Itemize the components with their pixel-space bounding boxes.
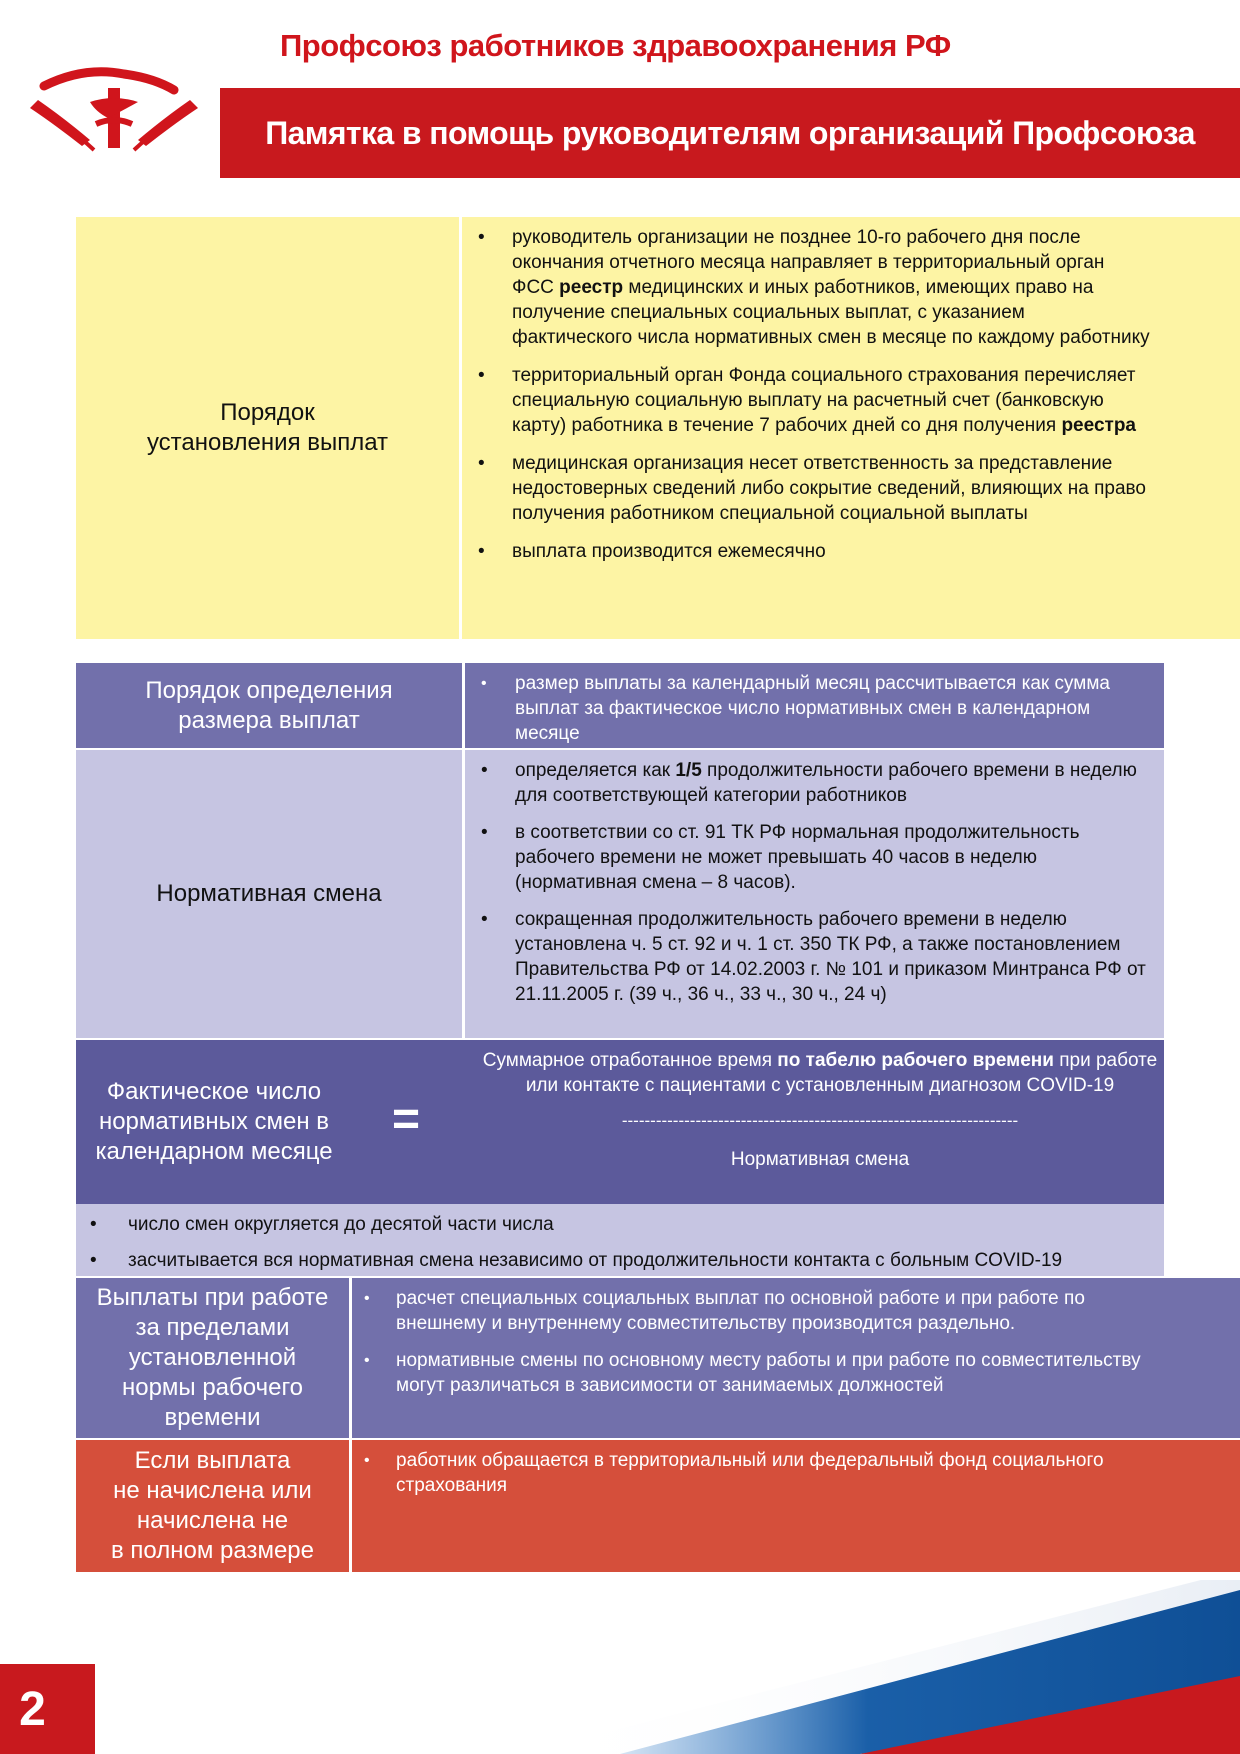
payment-procedure-label [76,217,462,639]
equals-sign: = [392,1093,421,1146]
list-item: • выплата производится ежемесячно [470,539,1150,564]
list-item: • определяется как 1/5 продолжительности рабочего времени в неделю для соответствующей категории работников [473,758,1150,808]
label-line: Фактическое число [106,1078,322,1105]
label-line: Выплаты при работе [96,1284,329,1311]
list-item: • размер выплаты за календарный месяц рассчитывается как сумма выплат за фактическое число нормативных смен в календарном месяце [473,671,1150,746]
list-item: • сокращенная продолжительность рабочего времени в неделю установлена ч. 5 ст. 92 и ч. 1 ст. 350 ТК РФ, а также постановлением Правительства РФ от 14.02.2003 г. № 101 и приказом Минтранса РФ от 21.11.2005 г. (39 ч., 36 ч., 33 ч., 30 ч., 24 ч) [473,907,1150,1007]
list-item: • работник обращается в территориальный или федеральный фонд социального страхования [356,1448,1150,1498]
list-item: • в соответствии со ст. 91 ТК РФ нормальная продолжительность рабочего времени не может превышать 40 часов в неделю (нормативная смена – 8 часов). [473,820,1150,895]
payment-size-label [76,663,465,748]
flag-decoration [0,1580,1240,1754]
not-paid-label [76,1440,352,1572]
label-line: не начислена или [113,1477,312,1504]
label-line: нормативных смен в [98,1108,330,1135]
list-item: • засчитывается вся нормативная смена независимо от продолжительности контакта с больным COVID-19 [82,1248,1158,1273]
banner [220,88,1240,178]
list-item: • территориальный орган Фонда социального страхования перечисляет специальную социальную выплату на расчетный счет (банковскую карту) работника в течение 7 рабочих дней со дня получения реестра [470,363,1150,438]
label-line: в полном размере [111,1537,314,1564]
union-logo-icon [24,66,204,156]
list-item: • руководитель организации не позднее 10-го рабочего дня после окончания отчетного месяца направляет в территориальный орган ФСС реестр медицинских и иных работников, имеющих право на получение специальных социальных выплат, с указанием фактического числа нормативных смен в месяце по каждому работнику [470,225,1150,350]
label-line: нормы рабочего [121,1374,304,1401]
banner-title: Памятка в помощь руководителям организаций Профсоюза [265,114,1195,151]
label-line: установления выплат [146,429,389,456]
formula-numerator: Суммарное отработанное время по табелю рабочего времени при работе или контакте с пациентами с установленным диагнозом COVID-19 [482,1050,1158,1096]
label-line: за пределами [135,1314,290,1341]
payment-procedure-section [76,217,1240,639]
list-item: • число смен округляется до десятой части числа [82,1212,1158,1237]
label-line: начислена не [136,1507,289,1534]
list-item: • медицинская организация несет ответственность за представление недостоверных сведений либо сокрытие сведений, влияющих на право получения работником специальной социальной выплаты [470,451,1150,526]
label-line: размера выплат [178,706,360,734]
list-item: • нормативные смены по основному месту работы и при работе по совместительству могут различаться в зависимости от занимаемых должностей [356,1348,1150,1398]
label-line: Порядок определения [145,676,393,704]
normative-shift-list [465,750,1164,1038]
list-item: • расчет специальных социальных выплат по основной работе и при работе по внешнему и внутреннему совместительству производится раздельно. [356,1286,1150,1336]
overtime-label [76,1278,352,1438]
not-paid-list [352,1440,1164,1572]
formula-section [76,1040,1164,1204]
not-paid-section [76,1440,1240,1572]
payment-size-list [465,663,1164,748]
label-line: Если выплата [134,1447,291,1474]
page-number: 2 [0,1664,95,1754]
normative-shift-label: Нормативная смена [76,750,465,1038]
label-line: Порядок [220,399,315,426]
label-line: времени [164,1404,261,1431]
label-line: календарном месяце [95,1138,333,1165]
overtime-section [76,1278,1240,1440]
formula-denominator: Нормативная смена [730,1149,910,1170]
formula-lhs [76,1040,352,1204]
label-line: установленной [128,1344,297,1371]
payment-size-section [76,663,1164,1038]
overtime-list [352,1278,1164,1438]
fraction-divider: ---------------------------------------------------------------------- [621,1111,1019,1130]
payment-procedure-list [462,217,1164,639]
payment-size-row [76,663,1164,750]
rounding-notes [76,1204,1164,1278]
org-title: Профсоюз работников здравоохранения РФ [280,28,951,63]
normative-shift-row [76,750,1164,1038]
formula-rhs [480,1048,1160,1172]
